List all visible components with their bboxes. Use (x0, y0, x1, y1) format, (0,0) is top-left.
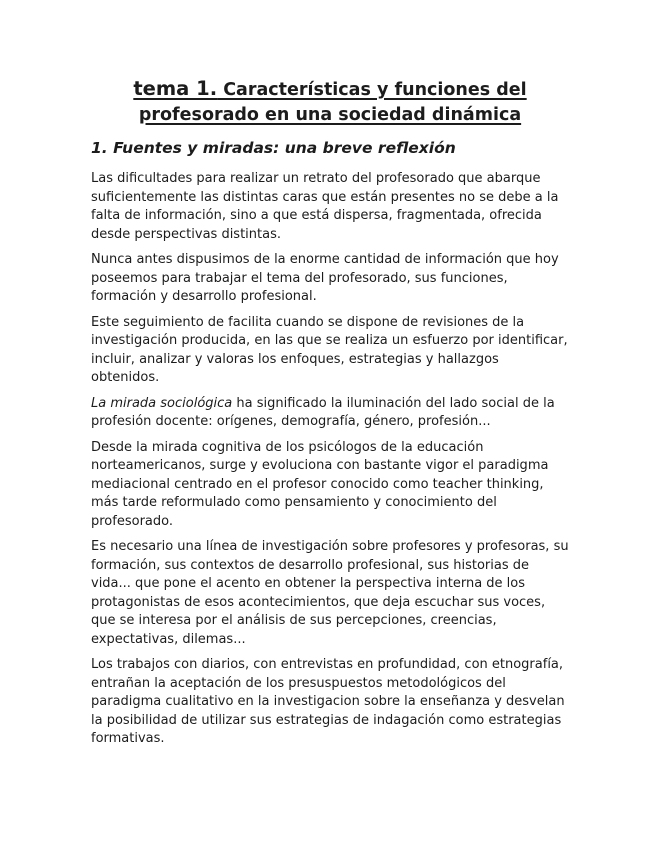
paragraph (91, 251, 569, 307)
paragraph (91, 314, 569, 388)
paragraph-text: Este seguimiento de facilita cuando se dispone de revisiones de la investigación producida, en las que se realiza un esfuerzo por identificar, incluir, analizar y valoras los enfoques, estrategias y hallazgos obtenidos. (91, 314, 568, 385)
paragraph (91, 170, 569, 244)
paragraph-text: Las dificultades para realizar un retrato del profesorado que abarque suficientemente las distintas caras que están presentes no se debe a la falta de información, sino a que está dispersa, fragmentada, ofrecida desde perspectivas distintas. (91, 171, 559, 242)
paragraph (91, 395, 569, 432)
paragraph (91, 656, 569, 749)
document-title-line1-rest: Características y funciones del (217, 80, 527, 100)
paragraph-italic-lead: La mirada sociológica (91, 395, 233, 411)
paragraph-text: Nunca antes dispusimos de la enorme cantidad de información que hoy poseemos para trabajar el tema del profesorado, sus funciones, formación y desarrollo profesional. (91, 252, 559, 304)
section-heading: 1. Fuentes y miradas: una breve reflexión (91, 139, 456, 157)
document-title-line1 (133, 77, 527, 100)
paragraph (91, 439, 569, 532)
paragraph (91, 538, 569, 649)
document-title (91, 76, 569, 128)
paragraph-text: Es necesario una línea de investigación sobre profesores y profesoras, su formación, sus contextos de desarrollo profesional, sus historias de vida... que pone el acento en obtener la perspectiva interna de los protagonistas de esos acontecimientos, que deja escuchar sus voces, que se interesa por el análisis de sus percepciones, creencias, expectativas, dilemas... (91, 539, 569, 647)
document-title-prefix: tema 1. (133, 77, 218, 100)
paragraph-text: ha significado la iluminación del lado social de la profesión docente: orígenes, demografía, género, profesión... (91, 395, 555, 429)
paragraph-text: Los trabajos con diarios, con entrevistas en profundidad, con etnografía, entrañan la aceptación de los presuspuestos metodológicos del paradigma cualitativo en la investigacion sobre la enseñanza y desvelan la posibilidad de utilizar sus estrategias de indagación como estrategias formativas. (91, 657, 565, 746)
paragraph-text: Desde la mirada cognitiva de los psicólogos de la educación norteamericanos, surge y evoluciona con bastante vigor el paradigma mediacional centrado en el profesor conocido como teacher thinking, más tarde reformulado como pensamiento y conocimiento del profesorado. (91, 439, 549, 529)
document-title-line2: profesorado en una sociedad dinámica (138, 105, 522, 125)
